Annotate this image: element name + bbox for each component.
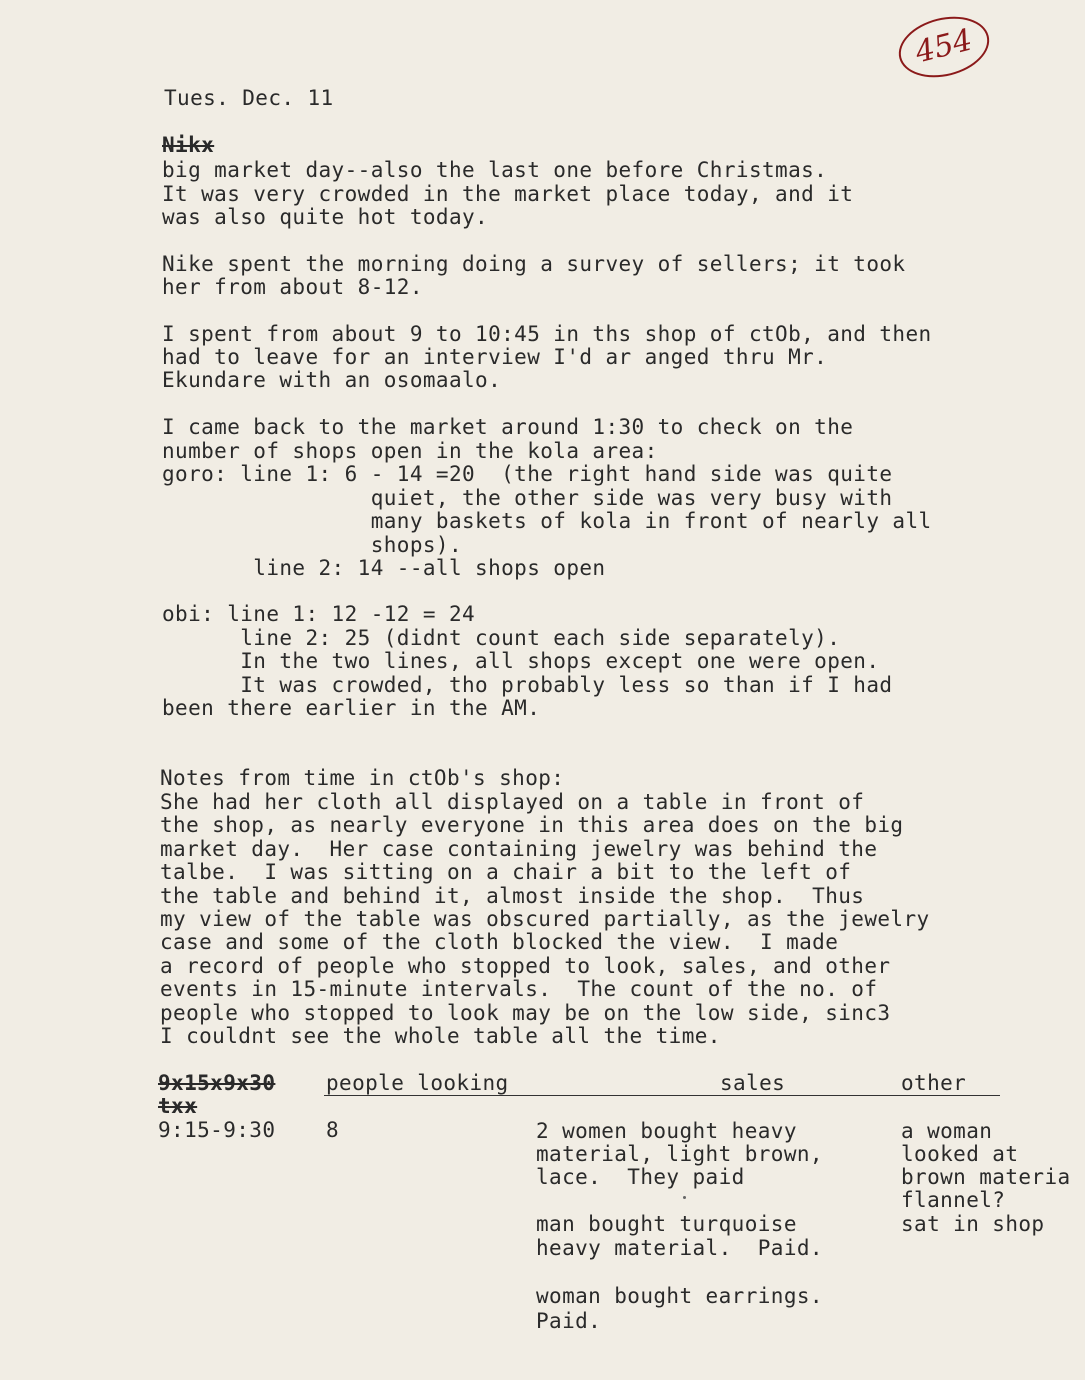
text-line: In the two lines, all shops except one were open. [162, 649, 880, 673]
text-line: been there earlier in the AM. [162, 696, 541, 720]
text-line: had to leave for an interview I'd ar anged thru Mr. [162, 345, 828, 369]
text-line: her from about 8-12. [162, 275, 423, 299]
date-heading: Tues. Dec. 11 [164, 86, 334, 110]
other-line: sat in shop [901, 1212, 1045, 1236]
text-line: Notes from time in ctOb's shop: [160, 766, 565, 790]
other-line: flannel? [901, 1188, 1006, 1212]
text-line: events in 15-minute intervals. The count of the no. of [160, 977, 878, 1001]
sales-line: 2 women bought heavy [536, 1119, 797, 1143]
text-line: I spent from about 9 to 10:45 in ths shop of ctOb, and then [162, 322, 932, 346]
text-line: It was crowded, tho probably less so than if I had [162, 673, 893, 697]
text-line: case and some of the cloth blocked the view. I made [160, 930, 839, 954]
text-line: line 2: 14 --all shops open [162, 556, 606, 580]
text-line: people who stopped to look may be on the low side, sinc3 [160, 1001, 891, 1025]
text-line: number of shops open in the kola area: [162, 439, 658, 463]
other-line: brown materia [901, 1165, 1071, 1189]
sales-line: woman bought earrings. [536, 1284, 823, 1308]
text-line: talbe. I was sitting on a chair a bit to the left of [160, 860, 852, 884]
row-time: 9:15-9:30 [158, 1118, 276, 1142]
sales-line: Paid. [536, 1309, 602, 1333]
ink-speck [683, 1196, 686, 1199]
text-line: obi: line 1: 12 -12 = 24 [162, 602, 476, 626]
header-underline [324, 1095, 1000, 1096]
other-line: looked at [901, 1142, 1019, 1166]
text-line: Ekundare with an osomaalo. [162, 368, 502, 392]
struck-heading: Nikx [162, 133, 215, 157]
text-line: line 2: 25 (didnt count each side separately). [162, 626, 841, 650]
sales-line: material, light brown, [536, 1142, 823, 1166]
text-line: the table and behind it, almost inside the shop. Thus [160, 884, 865, 908]
struck-time-header: 9x15x9x30 [158, 1071, 276, 1095]
text-line: the shop, as nearly everyone in this area does on the big [160, 813, 904, 837]
text-line: goro: line 1: 6 - 14 =20 (the right hand side was quite [162, 462, 893, 486]
page-number-stamp: 454 [892, 8, 995, 87]
sales-line: lace. They paid [536, 1165, 745, 1189]
header-sales: sales [720, 1071, 786, 1095]
text-line: a record of people who stopped to look, sales, and other [160, 954, 891, 978]
text-line: shops). [162, 533, 462, 557]
text-line: Nike spent the morning doing a survey of sellers; it took [162, 252, 906, 276]
other-line: a woman [901, 1119, 993, 1143]
text-line: market day. Her case containing jewelry was behind the [160, 837, 878, 861]
row-people-count: 8 [326, 1118, 340, 1142]
text-line: She had her cloth all displayed on a table in front of [160, 790, 865, 814]
header-other: other [901, 1071, 967, 1095]
text-line: It was very crowded in the market place today, and it [162, 182, 854, 206]
text-line: was also quite hot today. [162, 205, 489, 229]
sales-line: heavy material. Paid. [536, 1236, 823, 1260]
text-line: I came back to the market around 1:30 to check on the [162, 415, 854, 439]
text-line: many baskets of kola in front of nearly all [162, 509, 932, 533]
sales-line: man bought turquoise [536, 1212, 797, 1236]
struck-time-header-2: txx [158, 1094, 198, 1118]
text-line: quiet, the other side was very busy with [162, 486, 893, 510]
text-line: I couldnt see the whole table all the time. [160, 1024, 721, 1048]
text-line: my view of the table was obscured partially, as the jewelry [160, 907, 930, 931]
header-people-looking: people looking [326, 1071, 509, 1095]
text-line: big market day--also the last one before Christmas. [162, 158, 828, 182]
